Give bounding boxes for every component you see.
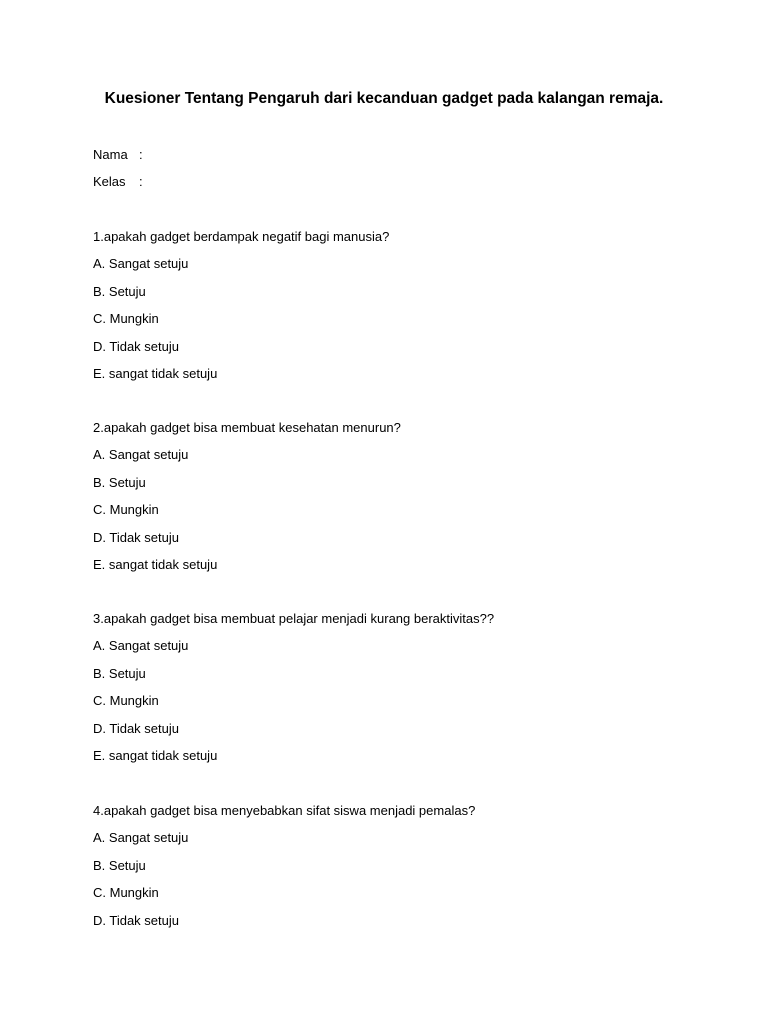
question-1-option-a: A. Sangat setuju <box>93 256 189 272</box>
field-nama <box>93 146 143 164</box>
question-3-option-a: A. Sangat setuju <box>93 638 189 654</box>
question-4-options <box>93 829 713 929</box>
question-2-option-a: A. Sangat setuju <box>93 447 189 463</box>
field-nama-label: Nama <box>93 147 128 162</box>
question-3-option-c: C. Mungkin <box>93 693 159 709</box>
question-3-option-d: D. Tidak setuju <box>93 720 179 736</box>
question-1-text: 1.apakah gadget berdampak negatif bagi manusia? <box>93 229 390 244</box>
question-3-text: 3.apakah gadget bisa membuat pelajar menjadi kurang beraktivitas?? <box>93 611 495 626</box>
question-1-options <box>93 255 713 383</box>
question-3 <box>93 610 713 765</box>
field-kelas-separator: : <box>139 174 143 189</box>
question-4 <box>93 802 713 930</box>
question-3-option-e: E. sangat tidak setuju <box>93 747 218 763</box>
question-1-option-c: C. Mungkin <box>93 311 159 327</box>
field-nama-separator: : <box>139 147 143 162</box>
question-3-option-b: B. Setuju <box>93 665 146 681</box>
question-4-text: 4.apakah gadget bisa menyebabkan sifat siswa menjadi pemalas? <box>93 803 476 818</box>
question-2-option-c: C. Mungkin <box>93 502 159 518</box>
question-4-option-a: A. Sangat setuju <box>93 830 189 846</box>
question-2 <box>93 419 713 574</box>
question-3-options <box>93 637 713 765</box>
question-1-option-d: D. Tidak setuju <box>93 338 179 354</box>
field-kelas-label: Kelas <box>93 174 126 189</box>
question-4-option-b: B. Setuju <box>93 857 146 873</box>
field-kelas <box>93 173 143 191</box>
question-2-options <box>93 446 713 574</box>
question-1 <box>93 228 713 383</box>
document-title: Kuesioner Tentang Pengaruh dari kecanduan gadget pada kalangan remaja. <box>104 90 664 107</box>
question-2-option-e: E. sangat tidak setuju <box>93 556 218 572</box>
question-4-option-c: C. Mungkin <box>93 885 159 901</box>
question-2-text: 2.apakah gadget bisa membuat kesehatan menurun? <box>93 420 401 435</box>
question-4-option-d: D. Tidak setuju <box>93 912 179 928</box>
question-1-option-e: E. sangat tidak setuju <box>93 365 218 381</box>
question-2-option-d: D. Tidak setuju <box>93 529 179 545</box>
question-2-option-b: B. Setuju <box>93 474 146 490</box>
question-1-option-b: B. Setuju <box>93 283 146 299</box>
